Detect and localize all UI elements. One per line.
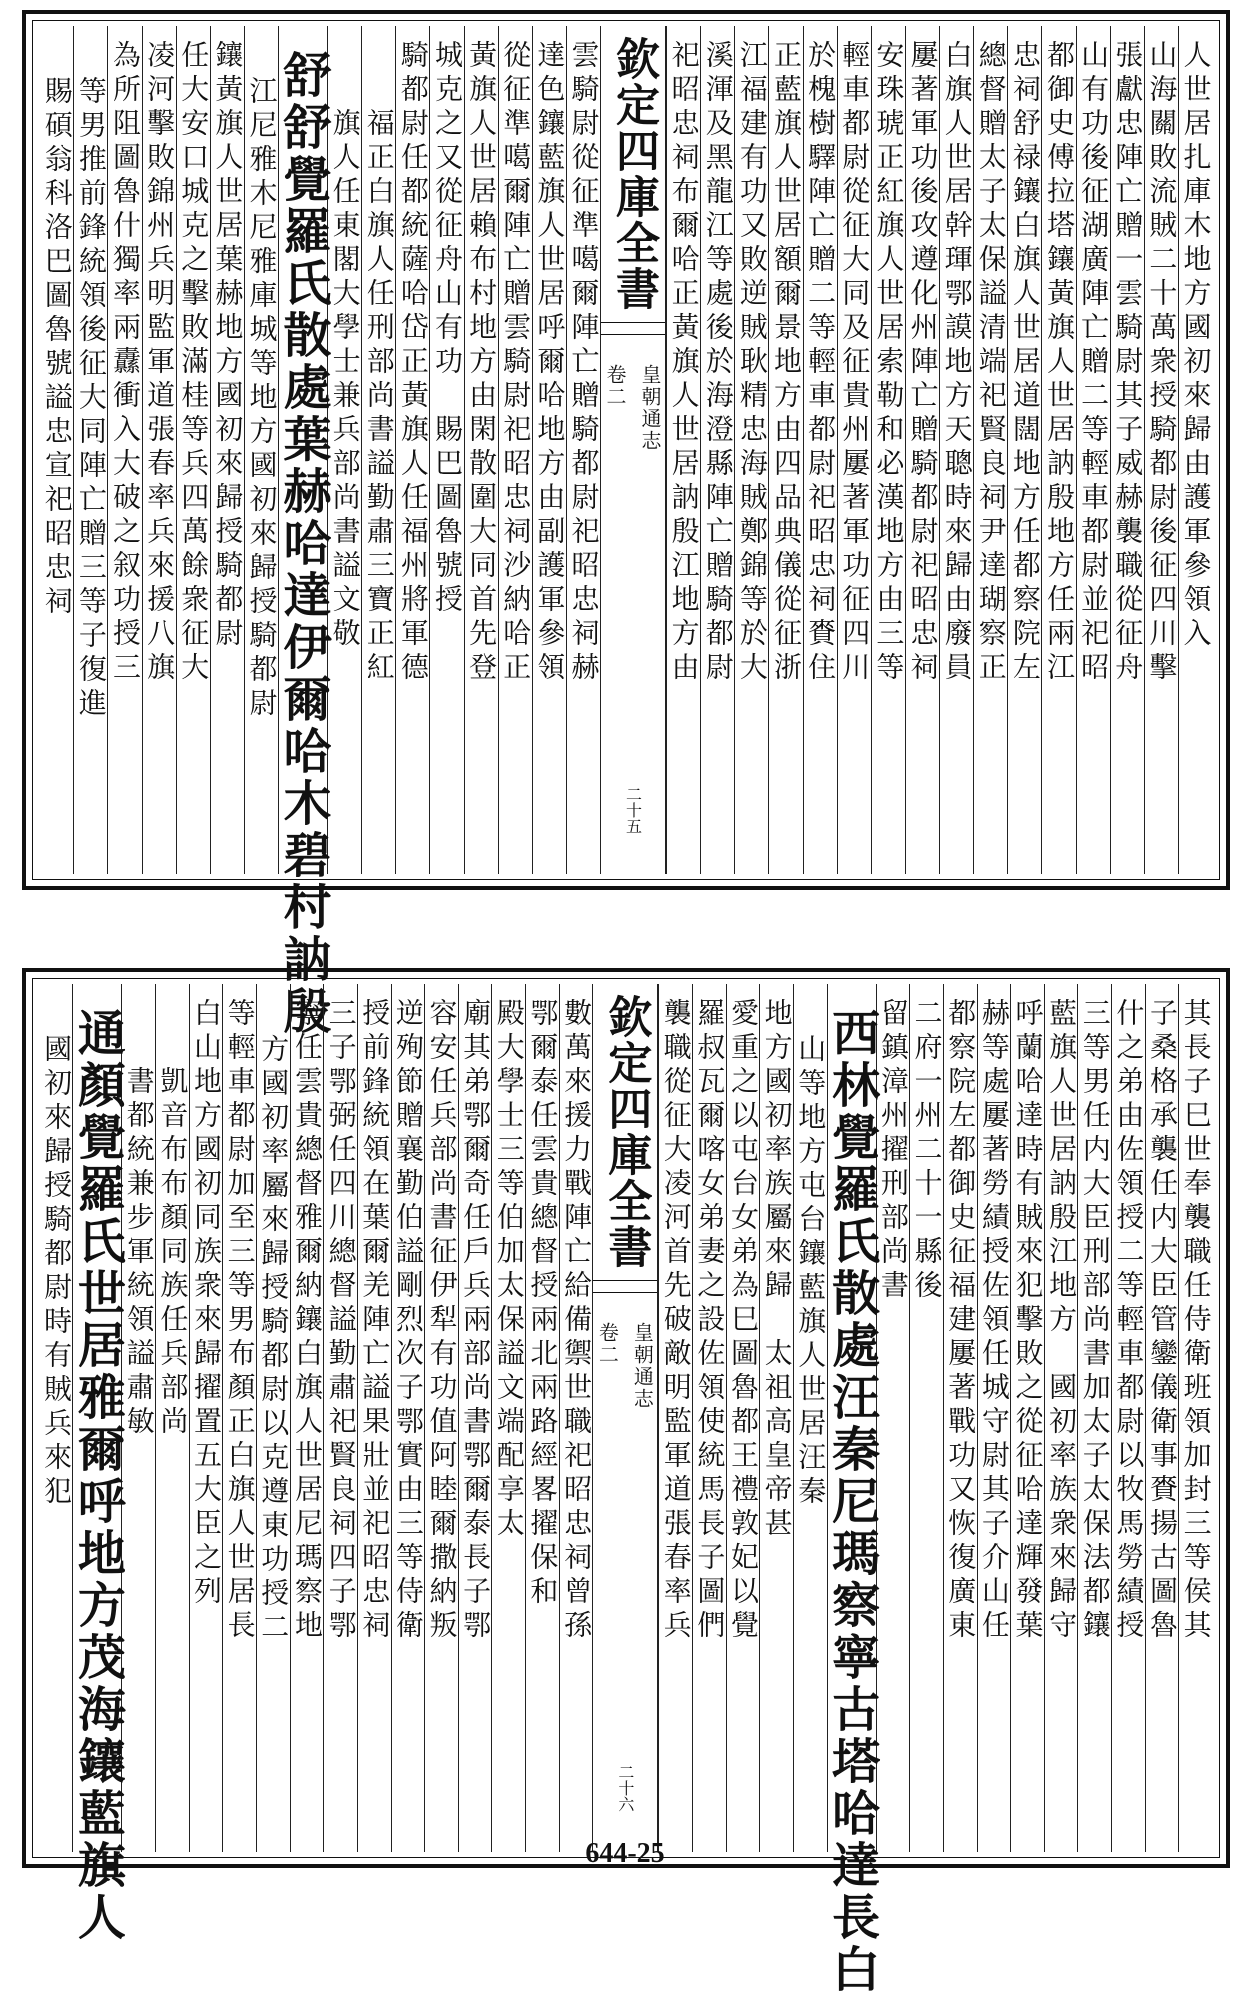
text-column	[658, 984, 692, 1852]
section-heading: 舒舒覺羅氏散處葉赫哈達伊爾哈木碧村訥殷	[275, 50, 331, 1038]
column-text: 福正白旗人任刑部尚書謚勤肅三寶正紅	[362, 108, 396, 686]
text-column	[464, 26, 498, 874]
column-text: 方國初率屬來歸授騎都尉以克遵東功授二	[257, 1034, 291, 1646]
text-column	[1076, 26, 1110, 874]
text-column	[244, 26, 278, 874]
column-text: 殿大學士三等伯加太保謚文端配享太	[492, 998, 526, 1542]
text-column	[327, 26, 361, 874]
text-column	[176, 26, 210, 874]
book-name: 皇朝通志	[638, 364, 662, 452]
text-column	[40, 26, 73, 874]
column-text: 達色鑲藍旗人世居呼爾哈地方由副護軍參領	[533, 40, 567, 686]
fold-center-bottom	[592, 984, 658, 1852]
text-column	[222, 984, 256, 1852]
column-text: 總督贈太子太保謚清端祀賢良祠尹達瑚察正	[974, 40, 1008, 686]
text-column	[1110, 26, 1144, 874]
text-column	[566, 26, 600, 874]
book-name: 皇朝通志	[630, 1322, 655, 1410]
text-column	[532, 26, 566, 874]
column-text: 任大安口城克之擊敗滿桂等兵四萬餘衆征大	[177, 40, 211, 686]
column-text: 忠祠舒禄鑲白旗人世居道闊地方任都察院左	[1008, 40, 1042, 686]
text-column	[142, 26, 176, 874]
column-text: 授前鋒統領在葉爾羌陣亡謚果壯並祀昭忠祠	[358, 998, 392, 1644]
column-text: 雲騎尉從征準噶爾陣亡贈騎都尉祀昭忠祠赫	[567, 40, 601, 686]
column-text: 從征準噶爾陣亡贈雲騎尉祀昭忠祠沙納哈正	[499, 40, 533, 686]
text-column	[734, 26, 768, 874]
text-column	[498, 26, 532, 874]
text-column	[361, 26, 395, 874]
column-text: 二府一州二十一縣後	[910, 998, 944, 1304]
text-column	[943, 984, 977, 1852]
column-text: 數萬來援力戰陣亡給備禦世職祀昭忠祠曾孫	[560, 998, 594, 1644]
column-text: 國初來歸授騎都尉時有賊兵來犯	[40, 1034, 74, 1510]
column-text: 三子鄂弼任四川總督謚勤肅祀賢良祠四子鄂	[324, 998, 358, 1644]
collection-title: 欽定四庫全書	[600, 994, 652, 1270]
column-text: 愛重之以屯台女弟為巳圖魯都王禮敦妃以覺	[726, 998, 760, 1644]
column-text: 羅叔瓦爾喀女弟妻之設佐領使統馬長子圖們	[693, 998, 727, 1644]
column-text: 呼蘭哈達時有賊來犯擊敗之從征哈達輝發葉	[1011, 998, 1045, 1644]
page-block-top	[22, 10, 1230, 1038]
column-text: 正藍旗人世居額爾景地方由四品典儀從征浙	[769, 40, 803, 686]
column-text: 白山地方國初同族衆來歸擢置五大臣之列	[190, 998, 224, 1610]
text-column	[155, 984, 189, 1852]
column-text: 安珠琥正紅旗人世居索勒和必漢地方由三等	[872, 40, 906, 686]
column-text: 留鎮漳州擢刑部尚書	[876, 998, 910, 1304]
section-heading: 通顏覺羅氏世居雅爾呼地方茂海鑲藍旗人	[69, 1008, 126, 1944]
text-column	[1044, 984, 1078, 1852]
leaf-number: 二十五	[623, 786, 643, 834]
column-text: 輕車都尉從征大同及征貴州屢著軍功征四川	[838, 40, 872, 686]
page-block-bottom	[22, 968, 1230, 1996]
text-column	[700, 26, 734, 874]
text-column	[973, 26, 1007, 874]
text-column	[876, 984, 910, 1852]
column-text: 地方國初率族屬來歸 太祖高皇帝甚	[760, 998, 794, 1542]
column-text: 鄂爾泰任雲貴總督授兩北兩路經畧擢保和	[526, 998, 560, 1610]
column-text: 鑲黃旗人世居葉赫地方國初來歸授騎都尉	[211, 40, 245, 652]
column-text: 其長子巳世奉襲職任侍衛班領加封三等侯其	[1179, 998, 1213, 1644]
column-text: 溪渾及黑龍江等處後於海澄縣陣亡贈騎都尉	[701, 40, 735, 686]
column-text: 書都統兼步軍統領謚肅敏	[122, 1066, 156, 1440]
text-column	[666, 26, 700, 874]
text-column	[40, 984, 73, 1852]
text-column	[692, 984, 726, 1852]
text-column	[121, 984, 155, 1852]
column-text: 為所阻圖魯什獨率兩纛衝入大破之叙功授三	[108, 40, 142, 686]
text-column	[210, 26, 244, 874]
column-text: 赫等處屢著勞績授佐領任城守尉其子介山任	[977, 998, 1011, 1644]
volume-label: 卷二	[603, 364, 627, 408]
text-column	[395, 26, 429, 874]
column-text: 凌河擊敗錦州兵明監軍道張春率兵來援八旗	[143, 40, 177, 686]
text-column	[909, 984, 943, 1852]
fishtail-mark	[601, 316, 665, 342]
column-text: 騎都尉任都統薩哈岱正黃旗人任福州將軍德	[396, 40, 430, 686]
column-text: 寧任雲貴總督雅爾納鑲白旗人世居尼瑪察地	[290, 998, 324, 1644]
column-text: 白旗人世居幹琿鄂謨地方天聰時來歸由廢員	[940, 40, 974, 686]
text-column	[323, 984, 357, 1852]
column-text: 逆殉節贈襄勤伯謚剛烈次子鄂實由三等侍衛	[391, 998, 425, 1644]
page-number: 644-25	[585, 1838, 665, 1869]
text-column	[391, 984, 425, 1852]
text-column	[1111, 984, 1145, 1852]
text-column	[256, 984, 290, 1852]
column-text: 都察院左都御史征福建屢著戰功又恢復廣東	[944, 998, 978, 1644]
text-column	[823, 984, 880, 1996]
column-text: 於槐樹驛陣亡贈二等輕車都尉祀昭忠祠賚住	[804, 40, 838, 686]
text-column	[424, 984, 458, 1852]
column-text: 襲職從征大凌河首先破敵明監軍道張春率兵	[659, 998, 693, 1644]
text-column	[275, 26, 331, 1038]
column-text: 江福建有功又敗逆賊耿精忠海賊鄭錦等於大	[735, 40, 769, 686]
column-text: 人世居扎庫木地方國初來歸由護軍參領入	[1179, 40, 1213, 652]
column-text: 江尼雅木尼雅庫城等地方國初來歸授騎都尉	[245, 76, 279, 722]
text-column	[1144, 26, 1178, 874]
text-column	[491, 984, 525, 1852]
column-text: 等男推前鋒統領後征大同陣亡贈三等子復進	[74, 76, 108, 722]
column-text: 屢著軍功後攻遵化州陣亡贈騎都尉祀昭忠祠	[906, 40, 940, 686]
column-text: 凱音布布顏同族任兵部尚	[156, 1066, 190, 1440]
column-text: 張獻忠陣亡贈一雲騎尉其子威赫襲職從征舟	[1111, 40, 1145, 686]
text-column	[837, 26, 871, 874]
book-subtitle	[593, 1300, 657, 1410]
column-text: 等輕車都尉加至三等男布顏正白旗人世居長	[223, 998, 257, 1644]
column-text: 黃旗人世居賴布村地方由閑散圍大同首先登	[465, 40, 499, 686]
fishtail-mark	[593, 1274, 657, 1300]
text-column	[458, 984, 492, 1852]
text-column	[726, 984, 760, 1852]
text-column	[1041, 26, 1075, 874]
column-text: 子桑格承襲任内大臣管鑾儀衛事賚揚古圖魯	[1146, 998, 1180, 1644]
text-column	[905, 26, 939, 874]
text-column	[871, 26, 905, 874]
book-subtitle	[601, 342, 665, 452]
text-column	[559, 984, 593, 1852]
fold-center-top	[600, 26, 666, 874]
text-column	[107, 26, 141, 874]
text-column	[73, 26, 107, 874]
text-column	[768, 26, 802, 874]
column-text: 旗人任東閣大學士兼兵部尚書謚文敬	[328, 108, 362, 652]
text-column	[803, 26, 837, 874]
text-column	[1178, 984, 1212, 1852]
column-text: 三等男任内大臣刑部尚書加太子太保法都鑲	[1078, 998, 1112, 1644]
text-column	[189, 984, 223, 1852]
volume-label: 卷二	[595, 1322, 620, 1366]
column-text: 山等地方屯台鑲藍旗人世居汪秦	[794, 1034, 828, 1510]
text-column	[429, 26, 463, 874]
text-column	[1145, 984, 1179, 1852]
column-text: 山有功後征湖廣陣亡贈二等輕車都尉並祀昭	[1077, 40, 1111, 686]
text-column	[525, 984, 559, 1852]
text-column	[759, 984, 793, 1852]
text-column	[1010, 984, 1044, 1852]
text-columns-top	[40, 26, 1213, 1038]
text-column	[939, 26, 973, 874]
text-column	[793, 984, 827, 1852]
column-text: 藍旗人世居訥殷江地方 國初率族衆來歸守	[1045, 998, 1079, 1644]
column-text: 容安任兵部尚書征伊犁有功值阿睦爾撒納叛	[425, 998, 459, 1644]
column-text: 山海關敗流賊二十萬衆授騎都尉後征四川擊	[1145, 40, 1179, 686]
text-column	[1178, 26, 1212, 874]
column-text: 廟其弟鄂爾奇任戶兵兩部尚書鄂爾泰長子鄂	[459, 998, 493, 1644]
text-column	[1077, 984, 1111, 1852]
column-text: 都御史傅拉塔鑲黃旗人世居訥殷地方任兩江	[1042, 40, 1076, 686]
column-text: 什之弟由佐領授二等輕車都尉以牧馬勞績授	[1112, 998, 1146, 1644]
text-column	[69, 984, 126, 1944]
text-column	[1007, 26, 1041, 874]
column-text: 祀昭忠祠布爾哈正黃旗人世居訥殷江地方由	[667, 40, 701, 686]
section-heading: 西林覺羅氏散處汪秦尼瑪察寧古塔哈達長白	[823, 1008, 880, 1996]
column-text: 城克之又從征舟山有功 賜巴圖魯號授	[430, 40, 464, 618]
text-column	[290, 984, 324, 1852]
text-column	[977, 984, 1011, 1852]
column-text: 賜碩翁科洛巴圖魯號謚忠宣祀昭忠祠	[40, 76, 74, 620]
leaf-number: 二十六	[615, 1764, 635, 1812]
text-column	[357, 984, 391, 1852]
collection-title: 欽定四庫全書	[608, 36, 659, 312]
